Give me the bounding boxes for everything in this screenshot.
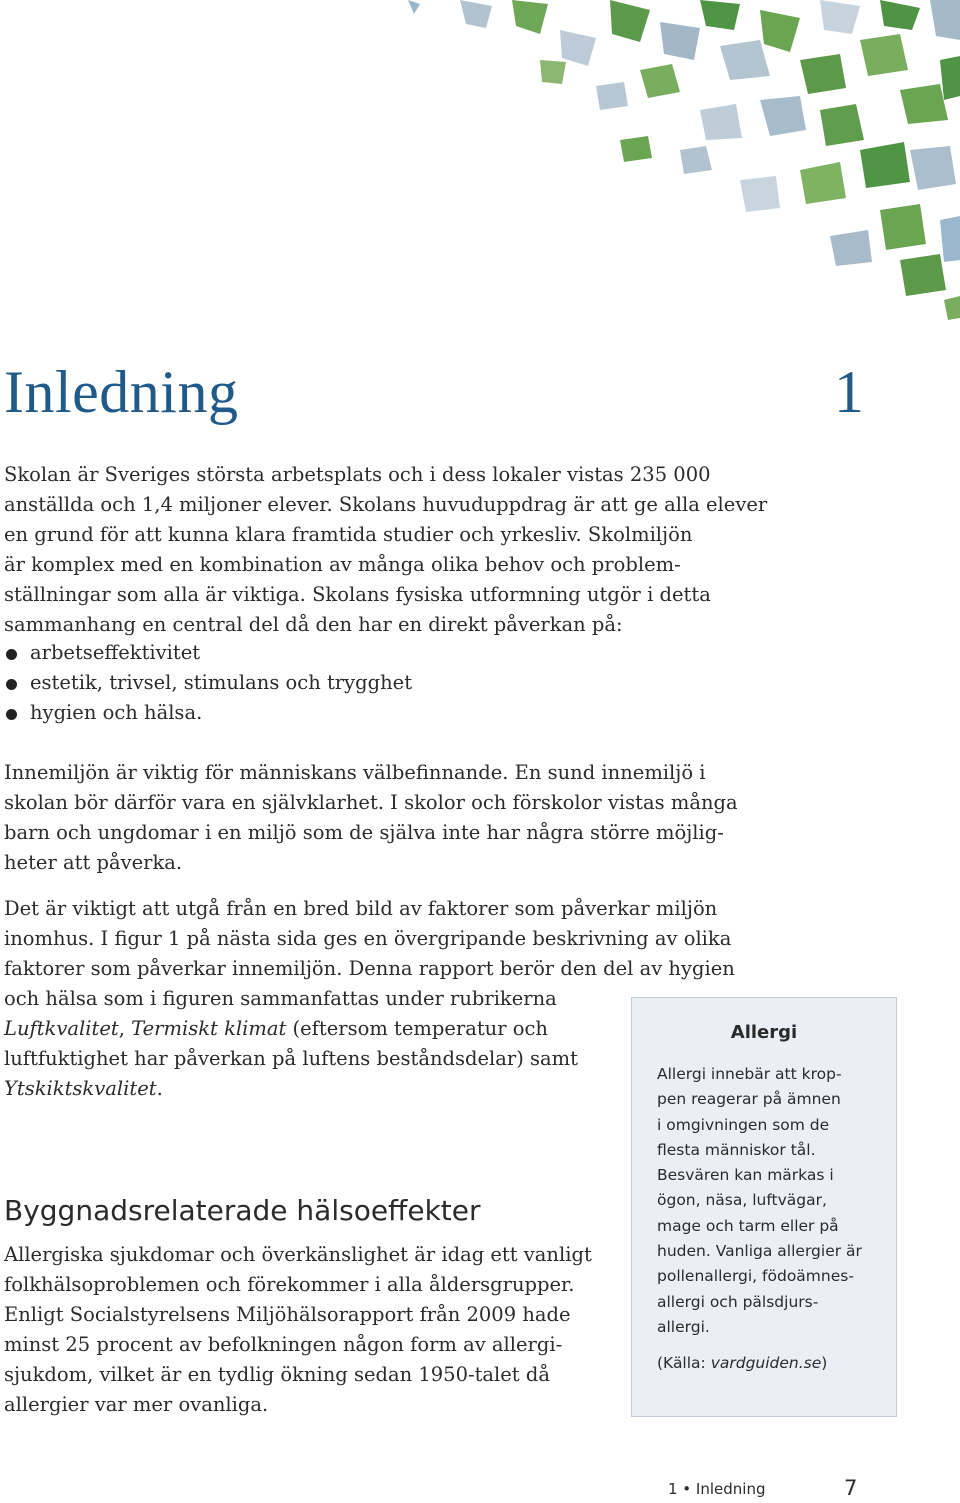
text-line: pollenallergi, födoämnes- <box>657 1267 854 1286</box>
impact-bullet-list <box>4 638 412 728</box>
text-line: faktorer som påverkar innemiljön. Denna rapport berör den del av hygien <box>4 957 735 980</box>
text-line: mage och tarm eller på <box>657 1216 839 1235</box>
text-line: Allergi innebär att krop- <box>657 1065 842 1083</box>
term-ytskiktskvalitet: Ytskiktskvalitet <box>4 1077 157 1100</box>
fact-box-title: Allergi <box>730 1022 798 1043</box>
text-line: Innemiljön är viktig för människans välbefinnande. En sund innemiljö i <box>4 761 706 784</box>
source-prefix: (Källa: <box>657 1354 711 1372</box>
list-item-label: hygien och hälsa. <box>30 701 203 724</box>
text-line: Skolan är Sveriges största arbetsplats och i dess lokaler vistas 235 000 <box>4 463 711 486</box>
text-line: ställningar som alla är viktiga. Skolans fysiska utformning utgör i detta <box>4 583 711 606</box>
text-line: allergi. <box>657 1317 710 1336</box>
text-line: Allergiska sjukdomar och överkänslighet är idag ett vanligt <box>4 1243 592 1266</box>
text-fragment: . <box>156 1077 163 1100</box>
list-item-label: arbetseffektivitet <box>30 641 201 664</box>
list-item <box>4 638 412 668</box>
intro-paragraph <box>4 460 774 640</box>
text-line: sjukdom, vilket är en tydlig ökning sedan 1950-talet då <box>4 1363 550 1386</box>
page-footer <box>0 1476 960 1502</box>
allergy-paragraph <box>4 1240 614 1420</box>
factors-paragraph-continued <box>4 984 604 1104</box>
text-line: folkhälsoproblemen och förekommer i alla åldersgrupper. <box>4 1273 575 1296</box>
text-line: allergier var mer ovanliga. <box>4 1393 269 1416</box>
separator: , <box>118 1017 132 1040</box>
text-line: Enligt Socialstyrelsens Miljöhälsorapport från 2009 hade <box>4 1303 571 1326</box>
allergy-fact-box <box>631 997 897 1417</box>
text-line: pen reagerar på ämnen <box>657 1090 841 1109</box>
list-item-label: estetik, trivsel, stimulans och trygghet <box>30 671 413 694</box>
fact-box-text <box>657 1062 885 1340</box>
text-line: allergi och pälsdjurs- <box>657 1292 819 1311</box>
source-suffix: ) <box>821 1354 828 1372</box>
text-fragment: (eftersom temperatur och <box>286 1017 548 1040</box>
text-line: minst 25 procent av befolkningen någon form av allergi- <box>4 1333 563 1356</box>
bullet-icon <box>6 679 17 690</box>
list-item <box>4 698 412 728</box>
text-line: anställda och 1,4 miljoner elever. Skolans huvuduppdrag är att ge alla elever <box>4 493 768 516</box>
chapter-number: 1 <box>834 359 864 425</box>
bullet-icon <box>6 709 17 720</box>
text-line: skolan bör därför vara en självklarhet. I skolor och förskolor vistas många <box>4 791 738 814</box>
section-heading: Byggnadsrelaterade hälsoeffekter <box>4 1194 481 1227</box>
list-item <box>4 668 412 698</box>
term-luftkvalitet: Luftkvalitet <box>4 1017 119 1040</box>
text-line: flesta människor tål. <box>657 1140 816 1159</box>
text-line: sammanhang en central del då den har en direkt påverkan på: <box>4 613 623 636</box>
factors-paragraph <box>4 894 764 984</box>
text-line: heter att påverka. <box>4 851 183 874</box>
text-line: inomhus. I figur 1 på nästa sida ges en övergripande beskrivning av olika <box>4 927 732 950</box>
text-line: luftfuktighet har påverkan på luftens beståndsdelar) samt <box>4 1047 578 1070</box>
text-line: är komplex med en kombination av många olika behov och problem- <box>4 553 681 576</box>
fact-box-source <box>657 1354 827 1372</box>
page-number: 7 <box>844 1476 858 1500</box>
bullet-icon <box>6 649 17 660</box>
text-line: en grund för att kunna klara framtida studier och yrkesliv. Skolmiljön <box>4 523 693 546</box>
text-line: och hälsa som i figuren sammanfattas under rubrikerna <box>4 987 557 1010</box>
leaf-collage-decoration <box>0 0 960 330</box>
source-link: vardguiden.se <box>710 1354 822 1372</box>
text-line: Det är viktigt att utgå från en bred bild av faktorer som påverkar miljön <box>4 897 718 920</box>
indoor-environment-paragraph <box>4 758 764 878</box>
text-line: Besvären kan märkas i <box>657 1166 834 1185</box>
text-line: i omgivningen som de <box>657 1115 830 1134</box>
chapter-title: Inledning <box>4 359 239 425</box>
footer-chapter-label: 1 • Inledning <box>668 1480 766 1498</box>
term-termiskt-klimat: Termiskt klimat <box>131 1017 287 1040</box>
text-line: barn och ungdomar i en miljö som de själva inte har några större möjlig- <box>4 821 724 844</box>
text-line: huden. Vanliga allergier är <box>657 1242 862 1261</box>
text-line: ögon, näsa, luftvägar, <box>657 1191 827 1210</box>
